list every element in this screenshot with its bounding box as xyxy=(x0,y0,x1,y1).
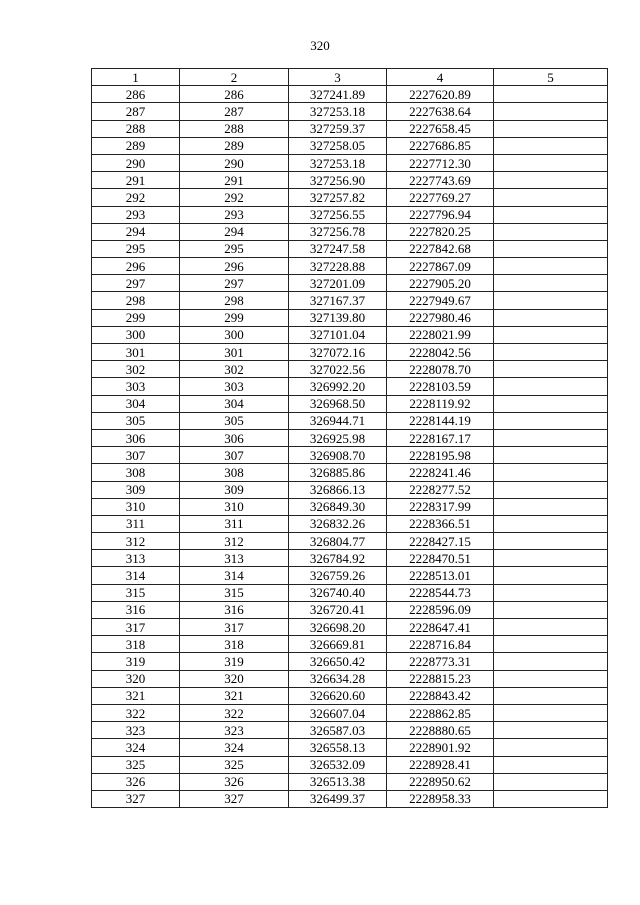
table-row xyxy=(92,481,608,498)
point-number-cell: 313 xyxy=(92,550,180,567)
y-coordinate-cell: 2228880.65 xyxy=(387,722,494,739)
y-coordinate-cell: 2227686.85 xyxy=(387,137,494,154)
table-row xyxy=(92,223,608,240)
table-row xyxy=(92,619,608,636)
y-coordinate-cell: 2228241.46 xyxy=(387,464,494,481)
y-coordinate-cell: 2228950.62 xyxy=(387,773,494,790)
table-row xyxy=(92,361,608,378)
y-coordinate-cell: 2227743.69 xyxy=(387,172,494,189)
point-number-cell: 310 xyxy=(92,498,180,515)
point-id-cell: 300 xyxy=(180,326,289,343)
point-number-cell: 308 xyxy=(92,464,180,481)
point-number-cell: 290 xyxy=(92,154,180,171)
y-coordinate-cell: 2228317.99 xyxy=(387,498,494,515)
table-row xyxy=(92,378,608,395)
table-row xyxy=(92,636,608,653)
header-row xyxy=(92,69,608,86)
column-header-5: 5 xyxy=(494,69,608,86)
note-cell xyxy=(494,739,608,756)
y-coordinate-cell: 2227658.45 xyxy=(387,120,494,137)
table-row xyxy=(92,429,608,446)
y-coordinate-cell: 2227796.94 xyxy=(387,206,494,223)
y-coordinate-cell: 2228544.73 xyxy=(387,584,494,601)
note-cell xyxy=(494,258,608,275)
y-coordinate-cell: 2228815.23 xyxy=(387,670,494,687)
table-header xyxy=(92,69,608,86)
point-number-cell: 312 xyxy=(92,533,180,550)
y-coordinate-cell: 2228119.92 xyxy=(387,395,494,412)
x-coordinate-cell: 326908.70 xyxy=(289,447,387,464)
y-coordinate-cell: 2228195.98 xyxy=(387,447,494,464)
note-cell xyxy=(494,773,608,790)
point-number-cell: 307 xyxy=(92,447,180,464)
point-id-cell: 299 xyxy=(180,309,289,326)
point-id-cell: 293 xyxy=(180,206,289,223)
y-coordinate-cell: 2227980.46 xyxy=(387,309,494,326)
note-cell xyxy=(494,498,608,515)
table-row xyxy=(92,601,608,618)
y-coordinate-cell: 2228078.70 xyxy=(387,361,494,378)
point-number-cell: 300 xyxy=(92,326,180,343)
note-cell xyxy=(494,704,608,721)
point-id-cell: 309 xyxy=(180,481,289,498)
point-number-cell: 322 xyxy=(92,704,180,721)
note-cell xyxy=(494,464,608,481)
table-body xyxy=(92,86,608,808)
y-coordinate-cell: 2228144.19 xyxy=(387,412,494,429)
y-coordinate-cell: 2227712.30 xyxy=(387,154,494,171)
y-coordinate-cell: 2227638.64 xyxy=(387,103,494,120)
note-cell xyxy=(494,790,608,807)
note-cell xyxy=(494,601,608,618)
note-cell xyxy=(494,533,608,550)
point-id-cell: 289 xyxy=(180,137,289,154)
table-row xyxy=(92,722,608,739)
x-coordinate-cell: 326740.40 xyxy=(289,584,387,601)
point-id-cell: 320 xyxy=(180,670,289,687)
point-id-cell: 326 xyxy=(180,773,289,790)
point-id-cell: 287 xyxy=(180,103,289,120)
point-number-cell: 306 xyxy=(92,429,180,446)
note-cell xyxy=(494,172,608,189)
note-cell xyxy=(494,154,608,171)
table-row xyxy=(92,687,608,704)
table-row xyxy=(92,704,608,721)
point-id-cell: 316 xyxy=(180,601,289,618)
point-number-cell: 286 xyxy=(92,86,180,103)
table-row xyxy=(92,515,608,532)
table-row xyxy=(92,103,608,120)
x-coordinate-cell: 327201.09 xyxy=(289,275,387,292)
x-coordinate-cell: 327259.37 xyxy=(289,120,387,137)
y-coordinate-cell: 2227620.89 xyxy=(387,86,494,103)
table-row xyxy=(92,172,608,189)
point-number-cell: 298 xyxy=(92,292,180,309)
column-header-3: 3 xyxy=(289,69,387,86)
y-coordinate-cell: 2228843.42 xyxy=(387,687,494,704)
x-coordinate-cell: 326849.30 xyxy=(289,498,387,515)
y-coordinate-cell: 2227842.68 xyxy=(387,240,494,257)
y-coordinate-cell: 2228021.99 xyxy=(387,326,494,343)
note-cell xyxy=(494,206,608,223)
note-cell xyxy=(494,137,608,154)
table-row xyxy=(92,258,608,275)
table-row xyxy=(92,653,608,670)
point-id-cell: 319 xyxy=(180,653,289,670)
x-coordinate-cell: 326832.26 xyxy=(289,515,387,532)
note-cell xyxy=(494,326,608,343)
y-coordinate-cell: 2228716.84 xyxy=(387,636,494,653)
table-row xyxy=(92,344,608,361)
x-coordinate-cell: 327241.89 xyxy=(289,86,387,103)
x-coordinate-cell: 326620.60 xyxy=(289,687,387,704)
point-id-cell: 291 xyxy=(180,172,289,189)
point-number-cell: 296 xyxy=(92,258,180,275)
y-coordinate-cell: 2228647.41 xyxy=(387,619,494,636)
x-coordinate-cell: 326866.13 xyxy=(289,481,387,498)
note-cell xyxy=(494,223,608,240)
note-cell xyxy=(494,189,608,206)
x-coordinate-cell: 326804.77 xyxy=(289,533,387,550)
x-coordinate-cell: 326513.38 xyxy=(289,773,387,790)
y-coordinate-cell: 2228042.56 xyxy=(387,344,494,361)
point-number-cell: 295 xyxy=(92,240,180,257)
table-row xyxy=(92,309,608,326)
table-row xyxy=(92,498,608,515)
note-cell xyxy=(494,481,608,498)
point-number-cell: 325 xyxy=(92,756,180,773)
x-coordinate-cell: 327228.88 xyxy=(289,258,387,275)
point-id-cell: 297 xyxy=(180,275,289,292)
y-coordinate-cell: 2227949.67 xyxy=(387,292,494,309)
point-id-cell: 294 xyxy=(180,223,289,240)
table-row xyxy=(92,773,608,790)
point-id-cell: 304 xyxy=(180,395,289,412)
note-cell xyxy=(494,670,608,687)
point-number-cell: 299 xyxy=(92,309,180,326)
x-coordinate-cell: 326532.09 xyxy=(289,756,387,773)
point-number-cell: 319 xyxy=(92,653,180,670)
point-number-cell: 292 xyxy=(92,189,180,206)
point-id-cell: 295 xyxy=(180,240,289,257)
point-id-cell: 325 xyxy=(180,756,289,773)
point-id-cell: 327 xyxy=(180,790,289,807)
x-coordinate-cell: 327258.05 xyxy=(289,137,387,154)
point-id-cell: 286 xyxy=(180,86,289,103)
point-id-cell: 308 xyxy=(180,464,289,481)
note-cell xyxy=(494,412,608,429)
x-coordinate-cell: 327256.78 xyxy=(289,223,387,240)
point-id-cell: 312 xyxy=(180,533,289,550)
note-cell xyxy=(494,619,608,636)
point-number-cell: 315 xyxy=(92,584,180,601)
note-cell xyxy=(494,275,608,292)
table-row xyxy=(92,86,608,103)
x-coordinate-cell: 327167.37 xyxy=(289,292,387,309)
point-number-cell: 320 xyxy=(92,670,180,687)
point-number-cell: 302 xyxy=(92,361,180,378)
point-number-cell: 294 xyxy=(92,223,180,240)
point-id-cell: 292 xyxy=(180,189,289,206)
y-coordinate-cell: 2227867.09 xyxy=(387,258,494,275)
point-id-cell: 296 xyxy=(180,258,289,275)
note-cell xyxy=(494,653,608,670)
note-cell xyxy=(494,636,608,653)
table-row xyxy=(92,550,608,567)
point-id-cell: 288 xyxy=(180,120,289,137)
point-number-cell: 324 xyxy=(92,739,180,756)
note-cell xyxy=(494,515,608,532)
y-coordinate-cell: 2228277.52 xyxy=(387,481,494,498)
point-number-cell: 303 xyxy=(92,378,180,395)
table-row xyxy=(92,464,608,481)
point-number-cell: 317 xyxy=(92,619,180,636)
point-number-cell: 297 xyxy=(92,275,180,292)
note-cell xyxy=(494,567,608,584)
x-coordinate-cell: 326587.03 xyxy=(289,722,387,739)
x-coordinate-cell: 326968.50 xyxy=(289,395,387,412)
column-header-4: 4 xyxy=(387,69,494,86)
point-id-cell: 314 xyxy=(180,567,289,584)
x-coordinate-cell: 326720.41 xyxy=(289,601,387,618)
point-number-cell: 314 xyxy=(92,567,180,584)
page-number: 320 xyxy=(310,38,330,53)
table-row xyxy=(92,395,608,412)
x-coordinate-cell: 326925.98 xyxy=(289,429,387,446)
point-number-cell: 304 xyxy=(92,395,180,412)
point-number-cell: 326 xyxy=(92,773,180,790)
note-cell xyxy=(494,395,608,412)
y-coordinate-cell: 2227769.27 xyxy=(387,189,494,206)
y-coordinate-cell: 2228470.51 xyxy=(387,550,494,567)
x-coordinate-cell: 326607.04 xyxy=(289,704,387,721)
y-coordinate-cell: 2228427.15 xyxy=(387,533,494,550)
y-coordinate-cell: 2228928.41 xyxy=(387,756,494,773)
y-coordinate-cell: 2228773.31 xyxy=(387,653,494,670)
x-coordinate-cell: 327139.80 xyxy=(289,309,387,326)
table-row xyxy=(92,154,608,171)
y-coordinate-cell: 2228366.51 xyxy=(387,515,494,532)
point-id-cell: 323 xyxy=(180,722,289,739)
x-coordinate-cell: 327256.55 xyxy=(289,206,387,223)
point-number-cell: 327 xyxy=(92,790,180,807)
point-id-cell: 315 xyxy=(180,584,289,601)
point-number-cell: 311 xyxy=(92,515,180,532)
coordinates-table xyxy=(91,68,608,808)
point-number-cell: 323 xyxy=(92,722,180,739)
table-row xyxy=(92,137,608,154)
point-id-cell: 313 xyxy=(180,550,289,567)
point-id-cell: 290 xyxy=(180,154,289,171)
x-coordinate-cell: 327257.82 xyxy=(289,189,387,206)
y-coordinate-cell: 2228103.59 xyxy=(387,378,494,395)
x-coordinate-cell: 327247.58 xyxy=(289,240,387,257)
y-coordinate-cell: 2228958.33 xyxy=(387,790,494,807)
point-number-cell: 309 xyxy=(92,481,180,498)
note-cell xyxy=(494,550,608,567)
note-cell xyxy=(494,103,608,120)
table-row xyxy=(92,120,608,137)
x-coordinate-cell: 326944.71 xyxy=(289,412,387,429)
point-id-cell: 298 xyxy=(180,292,289,309)
point-number-cell: 301 xyxy=(92,344,180,361)
point-number-cell: 288 xyxy=(92,120,180,137)
point-id-cell: 307 xyxy=(180,447,289,464)
x-coordinate-cell: 326669.81 xyxy=(289,636,387,653)
table-row xyxy=(92,670,608,687)
x-coordinate-cell: 326650.42 xyxy=(289,653,387,670)
table-row xyxy=(92,447,608,464)
x-coordinate-cell: 327022.56 xyxy=(289,361,387,378)
table-row xyxy=(92,292,608,309)
x-coordinate-cell: 327256.90 xyxy=(289,172,387,189)
table-row xyxy=(92,189,608,206)
x-coordinate-cell: 326698.20 xyxy=(289,619,387,636)
x-coordinate-cell: 327253.18 xyxy=(289,154,387,171)
x-coordinate-cell: 326499.37 xyxy=(289,790,387,807)
point-id-cell: 310 xyxy=(180,498,289,515)
point-id-cell: 321 xyxy=(180,687,289,704)
y-coordinate-cell: 2228596.09 xyxy=(387,601,494,618)
note-cell xyxy=(494,584,608,601)
y-coordinate-cell: 2228513.01 xyxy=(387,567,494,584)
table-row xyxy=(92,790,608,807)
x-coordinate-cell: 326558.13 xyxy=(289,739,387,756)
table-row xyxy=(92,567,608,584)
x-coordinate-cell: 326634.28 xyxy=(289,670,387,687)
y-coordinate-cell: 2227905.20 xyxy=(387,275,494,292)
x-coordinate-cell: 327253.18 xyxy=(289,103,387,120)
note-cell xyxy=(494,120,608,137)
note-cell xyxy=(494,240,608,257)
point-id-cell: 318 xyxy=(180,636,289,653)
table-row xyxy=(92,412,608,429)
point-id-cell: 303 xyxy=(180,378,289,395)
point-id-cell: 311 xyxy=(180,515,289,532)
note-cell xyxy=(494,309,608,326)
point-id-cell: 306 xyxy=(180,429,289,446)
table-row xyxy=(92,756,608,773)
table-row xyxy=(92,240,608,257)
point-number-cell: 305 xyxy=(92,412,180,429)
note-cell xyxy=(494,86,608,103)
note-cell xyxy=(494,344,608,361)
table-row xyxy=(92,275,608,292)
table-row xyxy=(92,584,608,601)
point-number-cell: 289 xyxy=(92,137,180,154)
table-row xyxy=(92,533,608,550)
point-id-cell: 301 xyxy=(180,344,289,361)
point-number-cell: 293 xyxy=(92,206,180,223)
point-number-cell: 316 xyxy=(92,601,180,618)
point-number-cell: 321 xyxy=(92,687,180,704)
x-coordinate-cell: 326885.86 xyxy=(289,464,387,481)
note-cell xyxy=(494,722,608,739)
y-coordinate-cell: 2228901.92 xyxy=(387,739,494,756)
y-coordinate-cell: 2227820.25 xyxy=(387,223,494,240)
column-header-2: 2 xyxy=(180,69,289,86)
point-id-cell: 317 xyxy=(180,619,289,636)
note-cell xyxy=(494,361,608,378)
point-number-cell: 287 xyxy=(92,103,180,120)
y-coordinate-cell: 2228862.85 xyxy=(387,704,494,721)
x-coordinate-cell: 326992.20 xyxy=(289,378,387,395)
point-id-cell: 322 xyxy=(180,704,289,721)
point-number-cell: 291 xyxy=(92,172,180,189)
x-coordinate-cell: 326759.26 xyxy=(289,567,387,584)
note-cell xyxy=(494,756,608,773)
note-cell xyxy=(494,447,608,464)
note-cell xyxy=(494,687,608,704)
point-number-cell: 318 xyxy=(92,636,180,653)
x-coordinate-cell: 327072.16 xyxy=(289,344,387,361)
point-id-cell: 324 xyxy=(180,739,289,756)
table-row xyxy=(92,206,608,223)
point-id-cell: 302 xyxy=(180,361,289,378)
x-coordinate-cell: 327101.04 xyxy=(289,326,387,343)
point-id-cell: 305 xyxy=(180,412,289,429)
note-cell xyxy=(494,292,608,309)
note-cell xyxy=(494,429,608,446)
x-coordinate-cell: 326784.92 xyxy=(289,550,387,567)
note-cell xyxy=(494,378,608,395)
table-row xyxy=(92,326,608,343)
y-coordinate-cell: 2228167.17 xyxy=(387,429,494,446)
column-header-1: 1 xyxy=(92,69,180,86)
table-row xyxy=(92,739,608,756)
